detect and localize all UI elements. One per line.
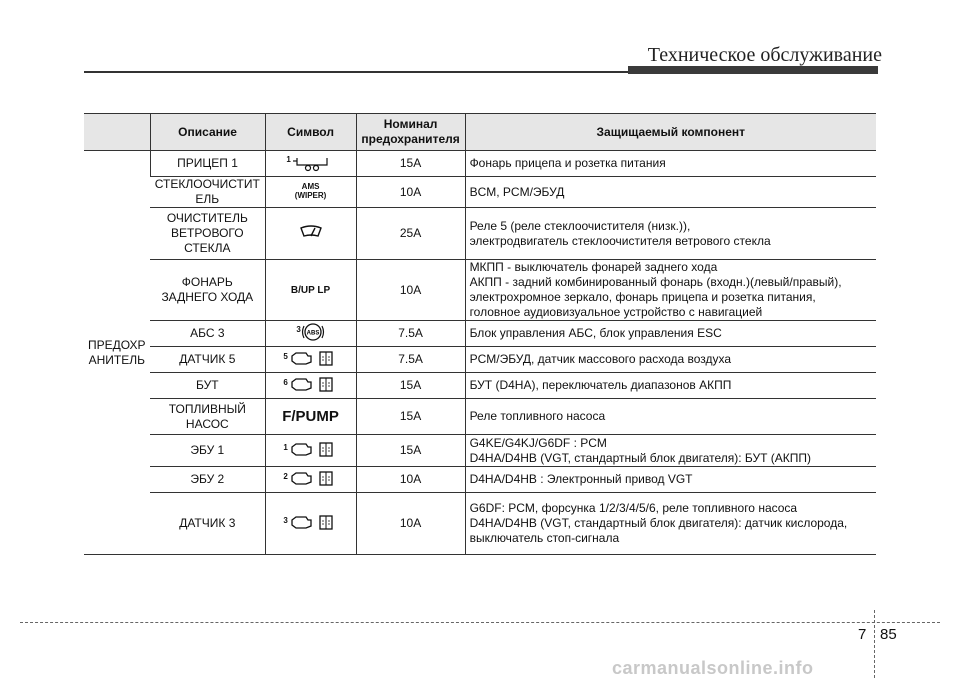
table-row <box>84 399 876 435</box>
table-row <box>84 260 876 321</box>
engine-book-icon <box>288 440 338 462</box>
fuse-symbol <box>265 177 356 208</box>
header-cell-empty <box>84 114 150 151</box>
engine-book-icon <box>288 349 338 371</box>
table-row <box>84 321 876 347</box>
protected-component: БУТ (D4HA), переключатель диапазонов АКПП <box>465 373 876 399</box>
symbol-number: 6 <box>283 377 288 387</box>
symbol-number: 2 <box>283 471 288 481</box>
fuse-description: ФОНАРЬ ЗАДНЕГО ХОДА <box>150 260 265 321</box>
fuse-description: ОЧИСТИТЕЛЬ ВЕТРОВОГО СТЕКЛА <box>150 208 265 260</box>
fuse-symbol <box>265 493 356 555</box>
protected-component: G6DF: PCM, форсунка 1/2/3/4/5/6, реле топливного насоса D4HA/D4HB (VGT, стандартный блок двигателя): датчик кислорода, выключатель стоп-сигнала <box>465 493 876 555</box>
page-number: 85 <box>880 626 897 643</box>
page-header-title: Техническое обслуживание <box>647 44 882 66</box>
fuse-symbol <box>265 399 356 435</box>
fuse-rating: 15A <box>356 435 465 467</box>
fuse-description: ТОПЛИВНЫЙ НАСОС <box>150 399 265 435</box>
fuse-rating: 7.5A <box>356 321 465 347</box>
fuse-rating: 10A <box>356 467 465 493</box>
fuse-rating: 15A <box>356 151 465 177</box>
protected-component: Фонарь прицепа и розетка питания <box>465 151 876 177</box>
fuse-symbol <box>265 435 356 467</box>
abs-icon <box>301 322 325 346</box>
table-row <box>84 467 876 493</box>
watermark-logo: carmanualsonline.info <box>612 658 814 678</box>
protected-component: D4HA/D4HB : Электронный привод VGT <box>465 467 876 493</box>
symbol-text: AMS (WIPER) <box>294 182 327 200</box>
symbol-number: 3 <box>283 515 288 525</box>
symbol-number: 1 <box>286 154 291 164</box>
symbol-number: 5 <box>283 351 288 361</box>
fuse-description: ПРИЦЕП 1 <box>150 151 265 177</box>
table-row <box>84 373 876 399</box>
engine-book-icon <box>288 469 338 491</box>
fuse-description: ДАТЧИК 3 <box>150 493 265 555</box>
symbol-text: F/PUMP <box>282 407 339 425</box>
fuse-table <box>84 113 876 555</box>
trailer-icon <box>291 152 335 176</box>
fuse-symbol <box>265 321 356 347</box>
fuse-rating: 15A <box>356 373 465 399</box>
symbol-number: 1 <box>283 442 288 452</box>
protected-component: PCM/ЭБУД, датчик массового расхода воздуха <box>465 347 876 373</box>
footer-dashed-divider <box>874 610 875 678</box>
header-rule <box>84 71 629 73</box>
fuse-rating: 15A <box>356 399 465 435</box>
table-row <box>84 347 876 373</box>
footer-dashed-rule <box>20 622 940 623</box>
fuse-rating: 25A <box>356 208 465 260</box>
engine-book-icon <box>288 375 338 397</box>
windshield-wiper-icon <box>298 224 324 244</box>
header-bar <box>628 66 878 74</box>
symbol-text: B/UP LP <box>290 285 331 296</box>
table-row <box>84 493 876 555</box>
protected-component: Реле 5 (реле стеклоочистителя (низк.)), электродвигатель стеклоочистителя ветрового стекла <box>465 208 876 260</box>
fuse-description: СТЕКЛООЧИСТИТ ЕЛЬ <box>150 177 265 208</box>
table-row <box>84 151 876 177</box>
header-cell-description: Описание <box>150 114 265 151</box>
chapter-number: 7 <box>858 626 867 643</box>
protected-component: Блок управления АБС, блок управления ESC <box>465 321 876 347</box>
header-cell-rating: Номинал предохранителя <box>356 114 465 151</box>
table-row <box>84 208 876 260</box>
protected-component: BCM, PCM/ЭБУД <box>465 177 876 208</box>
fuse-symbol <box>265 467 356 493</box>
header-cell-symbol: Символ <box>265 114 356 151</box>
protected-component: МКПП - выключатель фонарей заднего хода АКПП - задний комбинированный фонарь (входн.)(левый/правый), электрохромное зеркало, фонарь прицепа и розетка питания, головное аудиовизуальное устройство с навигацией <box>465 260 876 321</box>
header-cell-component: Защищаемый компонент <box>465 114 876 151</box>
fuse-description: ДАТЧИК 5 <box>150 347 265 373</box>
fuse-symbol <box>265 151 356 177</box>
fuse-rating: 10A <box>356 260 465 321</box>
fuse-description: АБС 3 <box>150 321 265 347</box>
protected-component: Реле топливного насоса <box>465 399 876 435</box>
protected-component: G4KE/G4KJ/G6DF : PCM D4HA/D4HB (VGT, стандартный блок двигателя): БУТ (АКПП) <box>465 435 876 467</box>
fuse-rating: 10A <box>356 493 465 555</box>
table-row <box>84 435 876 467</box>
fuse-symbol <box>265 347 356 373</box>
fuse-symbol <box>265 208 356 260</box>
fuse-description: ЭБУ 1 <box>150 435 265 467</box>
fuse-description: БУТ <box>150 373 265 399</box>
table-row <box>84 177 876 208</box>
engine-book-icon <box>288 513 338 535</box>
fuse-symbol <box>265 260 356 321</box>
fuse-rating: 10A <box>356 177 465 208</box>
fuse-rating: 7.5A <box>356 347 465 373</box>
svg-text:ABS: ABS <box>306 330 320 336</box>
fuse-symbol <box>265 373 356 399</box>
fuse-description: ЭБУ 2 <box>150 467 265 493</box>
symbol-number: 3 <box>296 324 301 334</box>
group-label: ПРЕДОХР АНИТЕЛЬ <box>84 151 150 555</box>
table-header-row <box>84 114 876 151</box>
